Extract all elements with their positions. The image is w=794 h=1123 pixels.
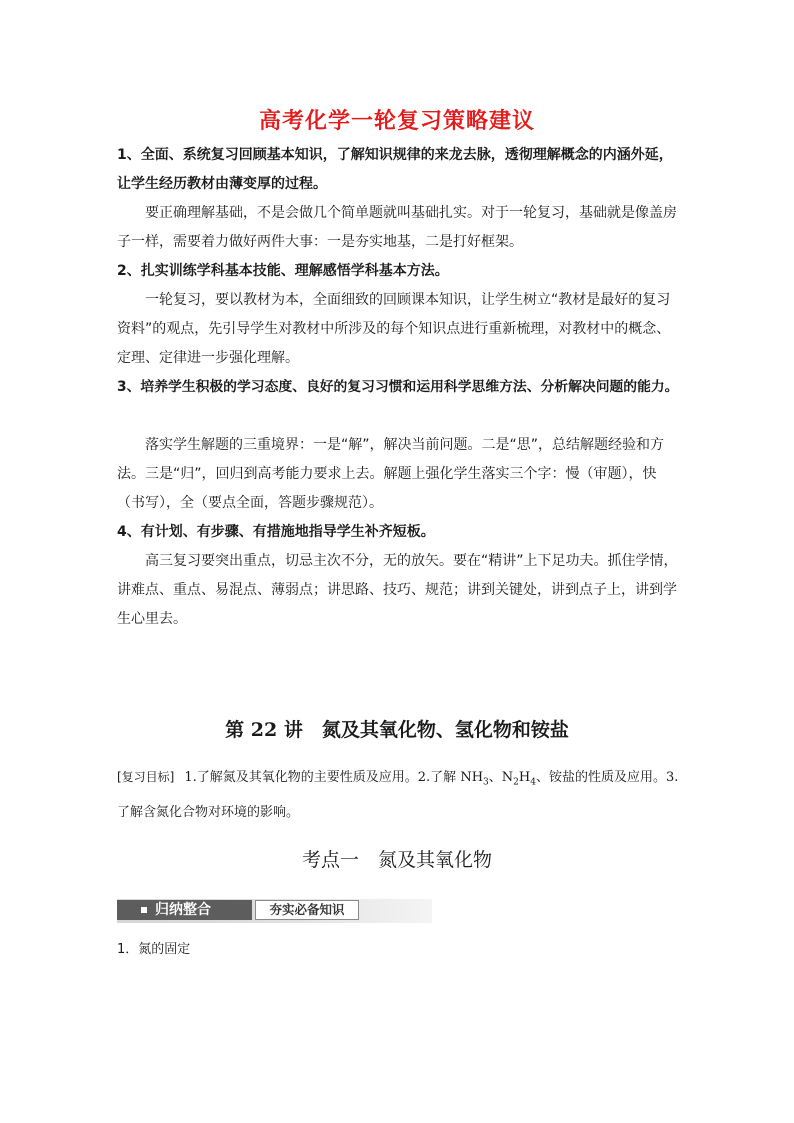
list-item-nitrogen-fixation: 1．氮的固定 [117,942,191,957]
lecture-title: 第 22 讲 氮及其氧化物、氢化物和铵盐 [225,719,569,741]
section-1-body: 要正确理解基础，不是会做几个简单题就叫基础扎实。对于一轮复习，基础就是像盖房子一样，需要着力做好两件大事：一是夯实地基，二是打好框架。 [117,205,677,250]
section-4-body: 高三复习要突出重点，切忌主次不分，无的放矢。要在“精讲”上下足功夫。抓住学情，讲难点、重点、易混点、薄弱点；讲思路、技巧、规范；讲到关键处，讲到点子上，讲到学生心里去。 [117,553,678,627]
review-goals: [复习目标] 1.了解氮及其氧化物的主要性质及应用。2.了解 $NH_3$、$N_2H_4$、铵盐的性质及应用。3.了解含氮化合物对环境的影响。 [117,770,679,820]
section-3-body: 落实学生解题的三重境界：一是“解”，解决当前问题。二是“思”，总结解题经验和方法。三是“归”，回归到高考能力要求上去。解题上强化学生落实三个字：慢（审题），快（书写），全（要点全面，答题步骤规范）。 [117,437,665,511]
banner-summary-label: 归纳整合 [117,900,252,920]
section-2-body: 一轮复习，要以教材为本，全面细致的回顾课本知识，让学生树立“教材是最好的复习资料”的观点，先引导学生对教材中所涉及的每个知识点进行重新梳理，对教材中的概念、定理、定律进一步强化理解。 [117,292,671,366]
section-1-heading: 1、全面、系统复习回顾基本知识，了解知识规律的来龙去脉，透彻理解概念的内涵外延，让学生经历教材由薄变厚的过程。 [117,147,673,192]
section-2-heading: 2、扎实训练学科基本技能、理解感悟学科基本方法。 [117,263,449,279]
review-goals-tag: [复习目标] [117,770,175,784]
banner-knowledge-label: 夯实必备知识 [255,900,359,920]
document-title: 高考化学一轮复习策略建议 [258,109,535,134]
square-bullet-icon [141,907,147,913]
section-banner [117,899,432,923]
section-3-heading: 3、培养学生积极的学习态度、良好的复习习惯和运用科学思维方法、分析解决问题的能力。 [117,379,679,395]
section-4-heading: 4、有计划、有步骤、有措施地指导学生补齐短板。 [117,524,435,540]
exam-point-title: 考点一 氮及其氧化物 [301,849,492,871]
